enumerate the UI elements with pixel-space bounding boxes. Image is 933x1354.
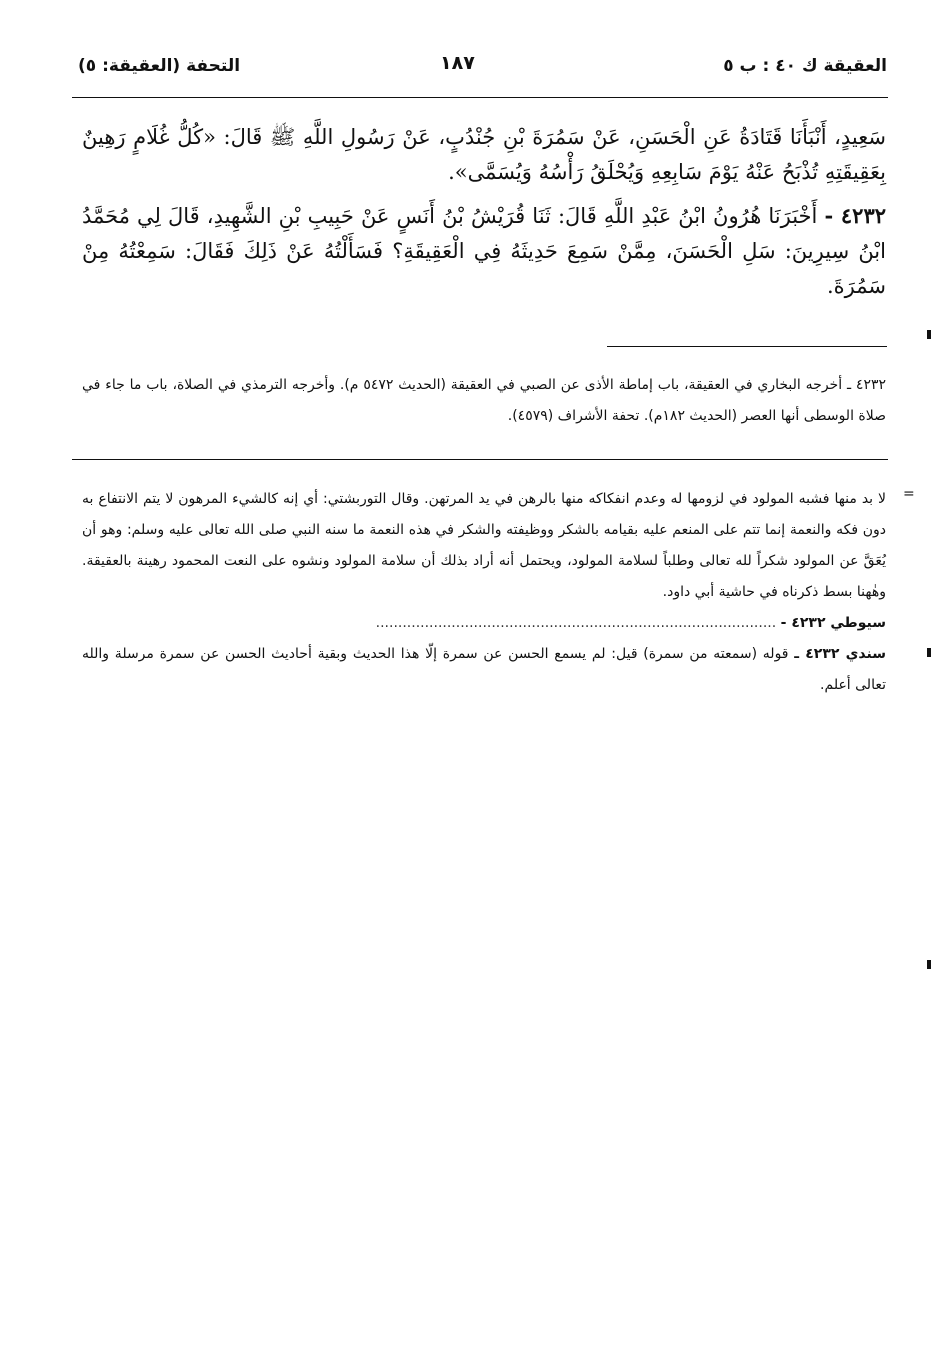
suyuti-line [82,608,886,639]
commentary-text: لا بد منها فشبه المولود في لزومها له وعدم انفكاكه منها بالرهن في يد المرتهن. وقال التوربشتي: أي إنه كالشيء المرهون لا يتم الانتفاع به دون فكه والنعمة إنما تتم على المنعم عليه بقيامه بالشكر ووظيفته والشكر في هذه النعمة ما سنه النبي صلى الله تعالى عليه وسلم: وهو أن يُعَقَّ عن المولود شكراً لله تعالى وطلباً لسلامة المولود، ويحتمل أنه أراد بذلك أن سلامة المولود ونشوه على النعت المحمود رهينة بالعقيقة. وهٰهنا بسط ذكرناه في حاشية أبي داود. [82,491,886,600]
sindi-label: سندي ٤٢٣٢ ـ [794,646,886,662]
sindi-note [82,639,886,701]
scan-mark [927,648,931,657]
takhrij-note [82,370,886,432]
main-text [82,120,886,304]
suyuti-dots: .......................................................................................... [375,615,777,631]
scan-mark [927,330,931,339]
page-number: ١٨٧ [440,52,475,74]
suyuti-label: سيوطي ٤٢٣٢ - [780,615,886,631]
header-divider [72,97,888,98]
header-chapter-ref: العقيقة ك ٤٠ : ب ٥ [723,56,887,76]
commentary [82,484,886,701]
hadith-number: ٤٢٣٢ - [824,203,887,228]
sindi-text: قوله (سمعته من سمرة) قيل: لم يسمع الحسن عن سمرة إلّا هذا الحديث وبقية أحاديث الحسن عن سمرة مرسلة والله تعالى أعلم. [82,646,886,693]
continuation-mark: = [903,486,915,502]
takhrij-text: ٤٢٣٢ ـ أخرجه البخاري في العقيقة، باب إماطة الأذى عن الصبي في العقيقة (الحديث ٥٤٧٢ م). وأخرجه الترمذي في الصلاة، باب ما جاء في صلاة الوسطى أنها العصر (الحديث ١٨٢م). تحفة الأشراف (٤٥٧٩). [82,377,886,424]
scan-mark [927,960,931,969]
hadith-text: أَخْبَرَنَا هُرُونُ ابْنُ عَبْدِ اللَّهِ قَالَ: ثَنَا قُرَيْشُ بْنُ أَنَسٍ عَنْ حَبِيبِ بْنِ الشَّهِيدِ، قَالَ لِي مُحَمَّدُ ابْنُ سِيرِينَ: سَلِ الْحَسَنَ، مِمَّنْ سَمِعَ حَدِيثَهُ فِي الْعَقِيقَةِ؟ فَسَأَلْتُهُ عَنْ ذَلِكَ فَقَالَ: سَمِعْتُهُ مِنْ سَمُرَةَ. [82,204,886,298]
commentary-divider [72,459,888,460]
hadith-4231-continuation: سَعِيدٍ، أَنْبَأَنَا قَتَادَةُ عَنِ الْحَسَنِ، عَنْ سَمُرَةَ بْنِ جُنْدُبٍ، عَنْ رَسُولِ اللَّهِ ﷺ قَالَ: «كُلُّ غُلَامٍ رَهِينٌ بِعَقِيقَتِهِ تُذْبَحُ عَنْهُ يَوْمَ سَابِعِهِ وَيُحْلَقُ رَأْسُهُ وَيُسَمَّى». [82,125,886,184]
header-tuhfa-ref: التحفة (العقيقة: ٥) [78,56,241,76]
hadith-4232 [82,198,886,304]
footnote-divider [607,346,887,347]
